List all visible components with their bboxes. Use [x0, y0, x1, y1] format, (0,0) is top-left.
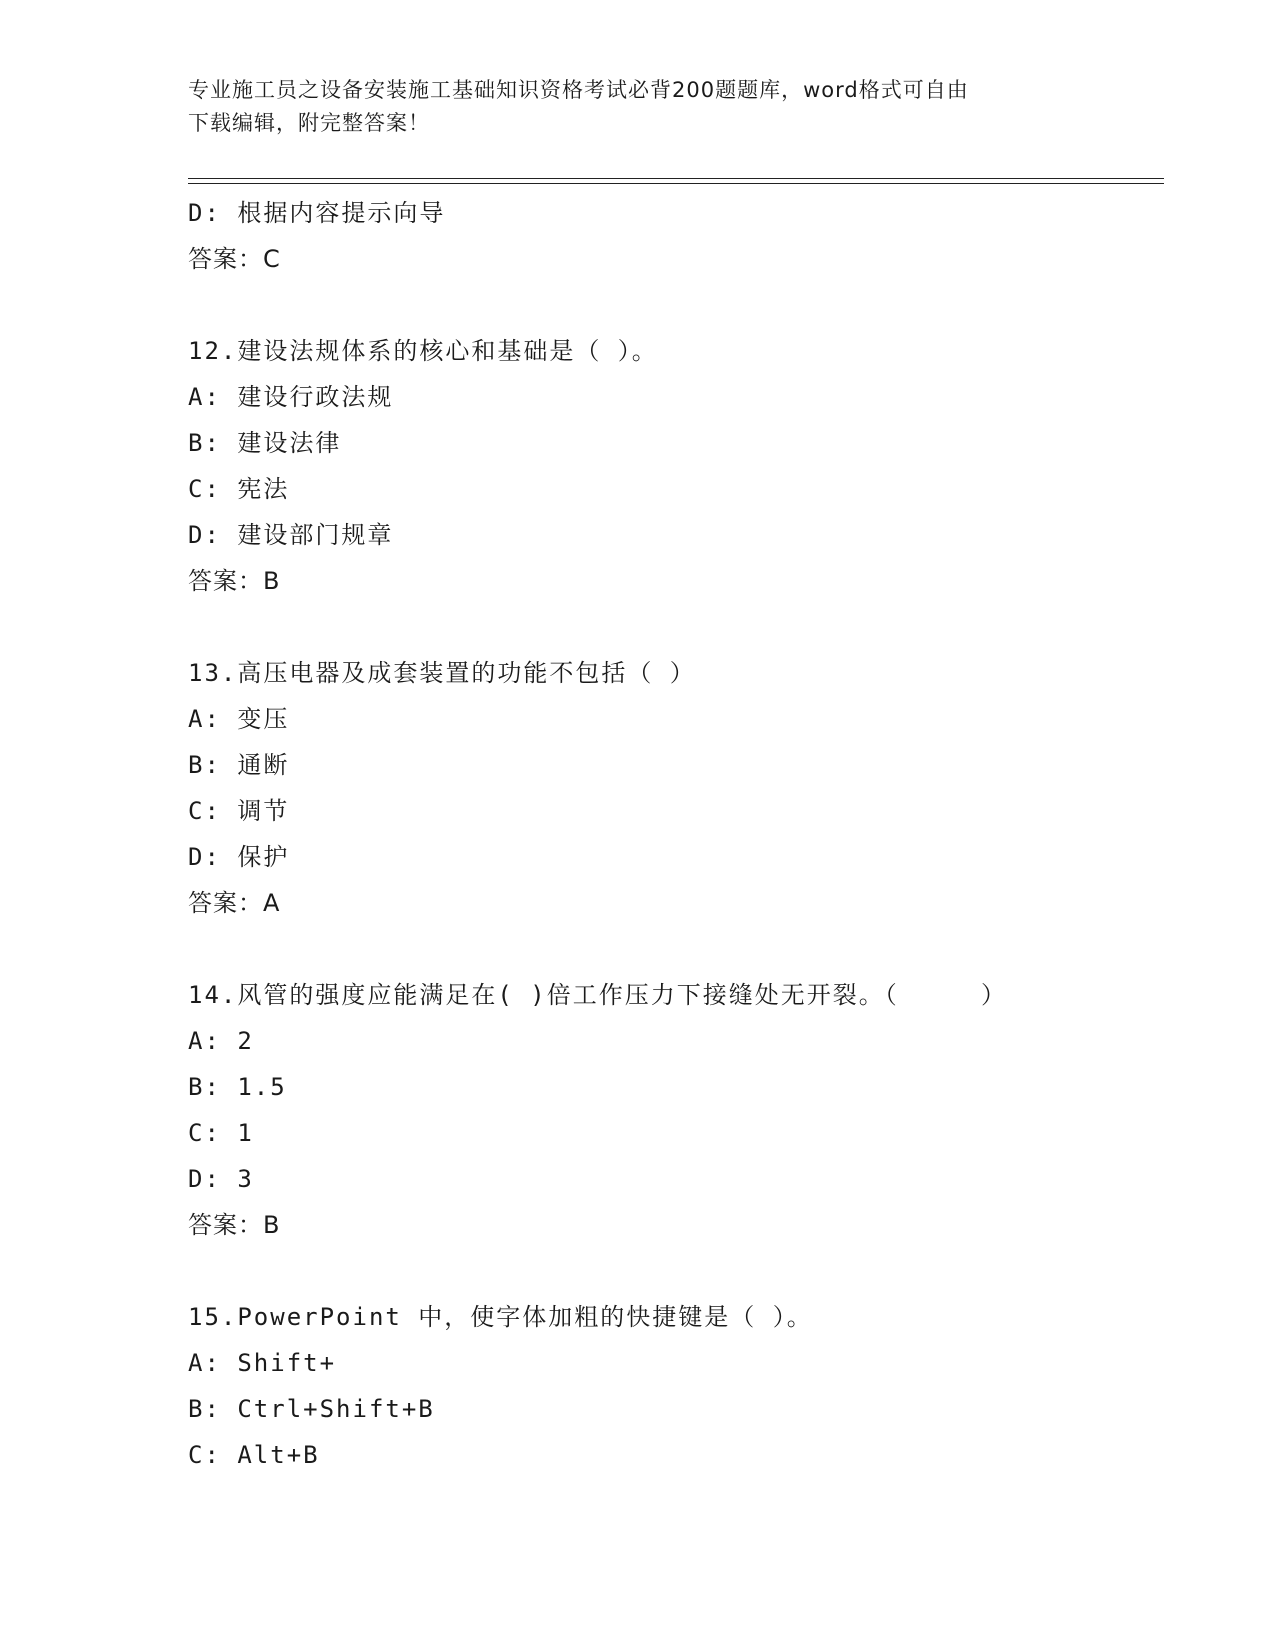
option-c: C: 宪法 [188, 475, 290, 503]
spacer [188, 604, 1168, 650]
option-d: D: 建设部门规章 [188, 521, 394, 549]
question-block-12 [188, 328, 1168, 604]
answer-label: 答案：A [188, 889, 281, 917]
option-a: A: 建设行政法规 [188, 383, 394, 411]
question-list [188, 190, 1168, 1478]
option-c: C: 调节 [188, 797, 290, 825]
option-c: C: 1 [188, 1119, 254, 1147]
question-stem: 14.风管的强度应能满足在( )倍工作压力下接缝处无开裂。（ ） [188, 981, 1007, 1009]
question-stem: 12.建设法规体系的核心和基础是（ ）。 [188, 337, 658, 365]
option-d: D: 保护 [188, 843, 290, 871]
question-stem: 13.高压电器及成套装置的功能不包括（ ） [188, 659, 696, 687]
spacer [188, 282, 1168, 328]
option-a: A: 变压 [188, 705, 290, 733]
header-line-1: 专业施工员之设备安装施工基础知识资格考试必背200题题库，word格式可自由 [188, 78, 969, 102]
option-b: B: 1.5 [188, 1073, 287, 1101]
answer-label: 答案：B [188, 1211, 281, 1239]
question-block-15 [188, 1294, 1168, 1478]
option-b: B: 通断 [188, 751, 290, 779]
answer-label: 答案：C [188, 245, 281, 273]
option-d: D: 根据内容提示向导 [188, 199, 446, 227]
spacer [188, 1248, 1168, 1294]
option-a: A: 2 [188, 1027, 254, 1055]
header-line-2: 下载编辑，附完整答案！ [188, 111, 430, 135]
question-block-11 [188, 190, 1168, 282]
document-header [188, 74, 1088, 140]
option-a: A: Shift+ [188, 1349, 337, 1377]
question-stem: 15.PowerPoint 中，使字体加粗的快捷键是（ ）。 [188, 1303, 813, 1331]
question-block-14 [188, 972, 1168, 1248]
question-block-13 [188, 650, 1168, 926]
option-b: B: Ctrl+Shift+B [188, 1395, 435, 1423]
header-divider-top [188, 178, 1164, 179]
option-d: D: 3 [188, 1165, 254, 1193]
spacer [188, 926, 1168, 972]
answer-label: 答案：B [188, 567, 281, 595]
option-b: B: 建设法律 [188, 429, 342, 457]
header-divider-bottom [188, 183, 1164, 184]
option-c: C: Alt+B [188, 1441, 320, 1469]
